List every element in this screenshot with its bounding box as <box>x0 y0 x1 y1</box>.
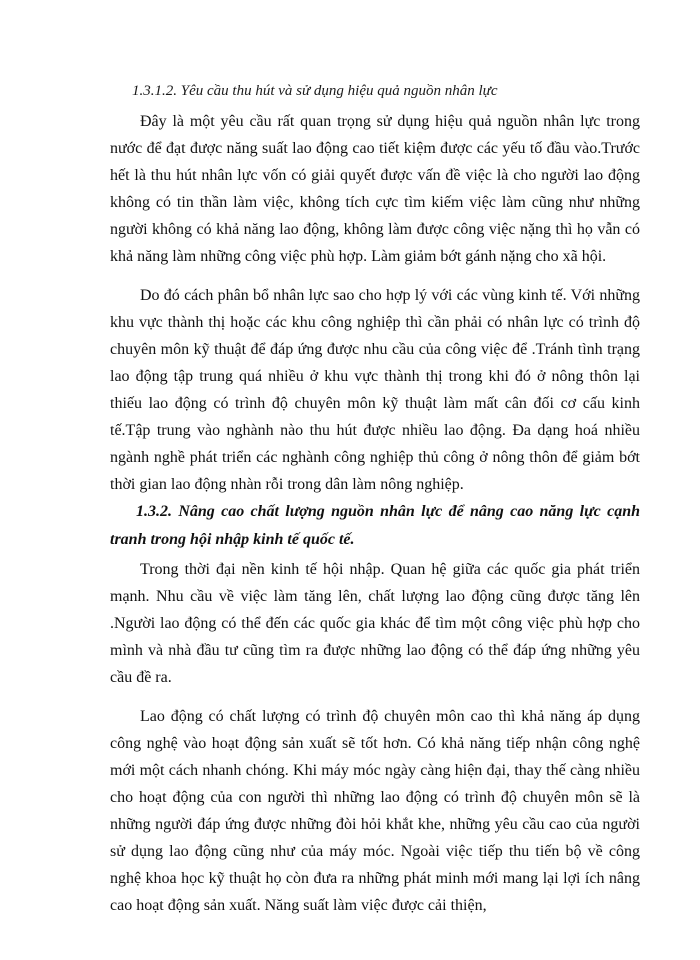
section-heading: 1.3.2. Nâng cao chất lượng nguồn nhân lực để nâng cao năng lực cạnh tranh trong hội nhập kinh tế quốc tế. <box>110 503 640 548</box>
paragraph-quality-labor: Lao động có chất lượng có trình độ chuyên môn cao thì khả năng áp dụng công nghệ vào hoạt động sản xuất sẽ tốt hơn. Có khả năng tiếp nhận công nghệ mới một cách nhanh chóng. Khi máy móc ngày càng hiện đại, thay thế càng nhiều cho hoạt động của con người thì những lao động có trình độ chuyên môn sẽ là những người đáp ứng được những đòi hỏi khắt khe, những yêu cầu cao của người sử dụng lao động cũng như của máy móc. Ngoài việc tiếp thu tiến bộ về công nghệ khoa học kỹ thuật họ còn đưa ra những phát minh mới mang lại lợi ích nâng cao hoạt động sản xuất. Năng suất làm việc được cải thiện, <box>110 708 640 914</box>
paragraph-integration-era: Trong thời đại nền kinh tế hội nhập. Quan hệ giữa các quốc gia phát triển mạnh. Nhu cầu về việc làm tăng lên, chất lượng lao động cũng được tăng lên .Người lao động có thể đến các quốc gia khác để tìm một công việc phù hợp cho mình và nhà đầu tư cũng tìm ra được những lao động có thể đáp ứng những yêu cầu đề ra. <box>110 561 640 686</box>
page-content <box>110 78 640 931</box>
paragraph-recruitment-intro: Đây là một yêu cầu rất quan trọng sử dụng hiệu quả nguồn nhân lực trong nước để đạt được năng suất lao động cao tiết kiệm được các yếu tố đầu vào.Trước hết là thu hút nhân lực vốn có giải quyết được vấn đề việc là cho người lao động không có tin thần làm việc, không tích cực tìm kiếm việc làm cũng như những người không có khả năng lao động, không làm được công việc nặng thì họ vẫn có khả năng làm những công việc phù hợp. Làm giảm bớt gánh nặng cho xã hội. <box>110 113 640 265</box>
subsection-heading: 1.3.1.2. Yêu cầu thu hút và sử dụng hiệu quả nguồn nhân lực <box>132 83 498 99</box>
paragraph-labor-allocation: Do đó cách phân bổ nhân lực sao cho hợp lý với các vùng kinh tế. Với những khu vực thành thị hoặc các khu công nghiệp thì cần phải có nhân lực có trình độ chuyên môn kỹ thuật để đáp ứng được nhu cầu của công việc để .Tránh tình trạng lao động tập trung quá nhiều ở khu vực thành thị trong khi đó ở nông thôn lại thiếu lao động có trình độ chuyên môn kỹ thuật làm mất cân đối cơ cấu kinh tế.Tập trung vào nghành nào thu hút được nhiều lao động. Đa dạng hoá nhiều ngành nghề phát triển các nghành công nghiệp thủ công ở nông thôn để giảm bớt thời gian lao động nhàn rỗi trong dân làm nông nghiệp. <box>110 287 640 493</box>
